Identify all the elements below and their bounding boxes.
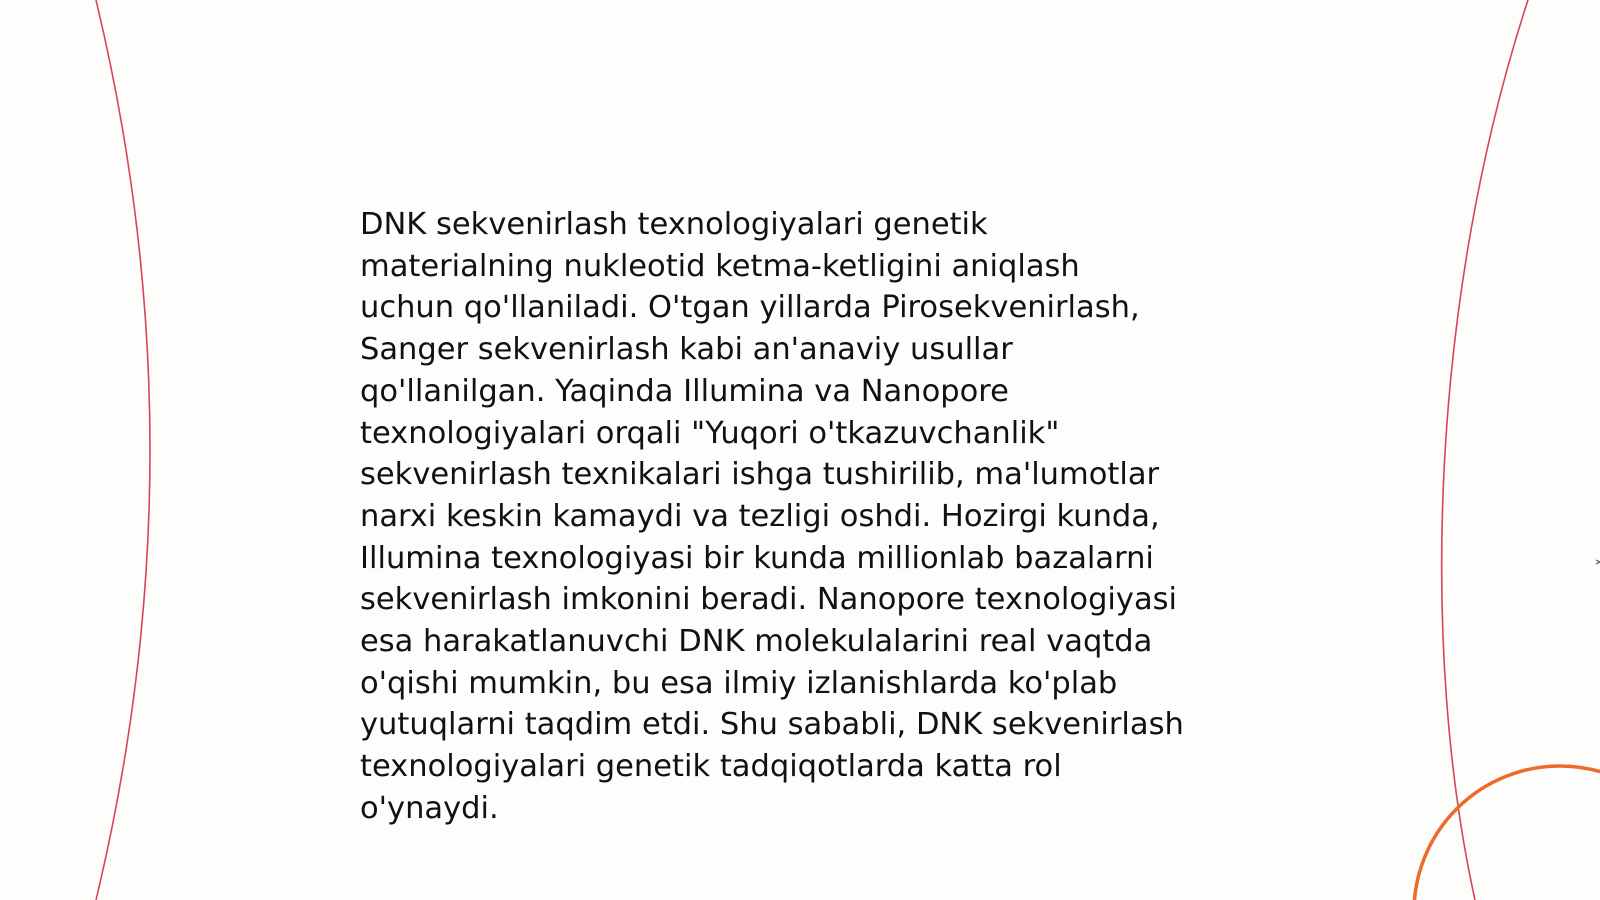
small-arrow-mark [1596,560,1600,564]
left-curve-line [96,0,150,900]
body-paragraph: DNK sekvenirlash texnologiyalari genetik materialning nukleotid ketma-ketligini aniqlash uchun qo'llaniladi. O'tgan yillarda Pirosekvenirlash, Sanger sekvenirlash kabi an'anaviy usullar qo'llanilgan. Yaqinda Illumina va Nanopore texnologiyalari orqali "Yuqori o'tkazuvchanlik" sekvenirlash texnikalari ishga tushirilib, ma'lumotlar narxi keskin kamaydi va tezligi oshdi. Hozirgi kunda, Illumina texnologiyasi bir kunda millionlab bazalarni sekvenirlash imkonini beradi. Nanopore texnologiyasi esa harakatlanuvchi DNK molekulalarini real vaqtda o'qishi mumkin, bu esa ilmiy izlanishlarda ko'plab yutuqlarni taqdim etdi. Shu sababli, DNK sekvenirlash texnologiyalari genetik tadqiqotlarda katta rol o'ynaydi. [360,207,1184,826]
accent-circle [1414,766,1600,900]
right-curve-line [1442,0,1528,900]
